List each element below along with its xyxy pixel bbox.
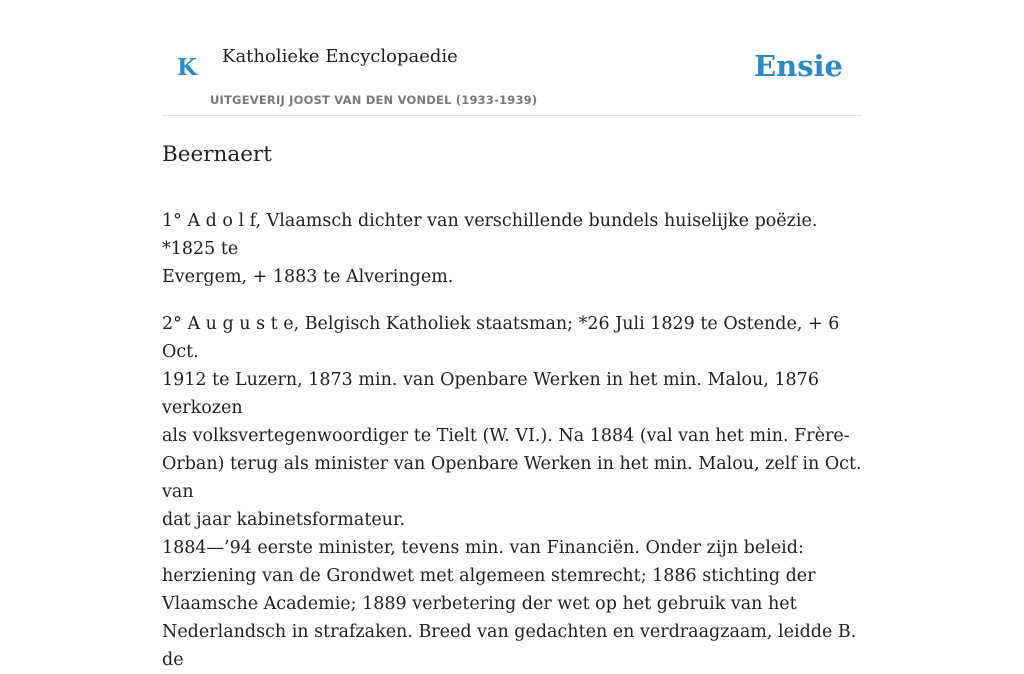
ensie-brand-logo[interactable]: Ensie	[754, 49, 843, 83]
publisher-label: UITGEVERIJ JOOST VAN DEN VONDEL (1933-1939)	[210, 93, 538, 107]
article-title: Beernaert	[162, 142, 272, 167]
article-paragraph-auguste: 2° A u g u s t e, Belgisch Katholiek staatsman; *26 Juli 1829 te Ostende, + 6 Oct. 1912 te Luzern, 1873 min. van Openbare Werken in het min. Malou, 1876 verkozen als volksvertegenwoordiger te Tielt (W. VI.). Na 1884 (val van het min. Frère- Orban) terug als minister van Openbare Werken in het min. Malou, zelf in Oct. van dat jaar kabinetsformateur.	[162, 314, 862, 530]
article-paragraph-adolf: 1° A d o l f, Vlaamsch dichter van verschillende bundels huiselijke poëzie. *1825 te Evergem, + 1883 te Alveringem.	[162, 211, 818, 287]
site-header	[162, 0, 862, 116]
encyclopedia-title-link[interactable]: Katholieke Encyclopaedie	[222, 46, 458, 67]
encyclopedia-logo-icon[interactable]: K	[177, 54, 197, 81]
article-paragraph-cabinet: 1884—’94 eerste minister, tevens min. van Financiën. Onder zijn beleid: herziening van de Grondwet met algemeen stemrecht; 1886 stichting der Vlaamsche Academie; 1889 verbetering der wet op het gebruik van het Nederlandsch in strafzaken. Breed van gedachten en verdraagzaam, leidde B. de	[162, 538, 857, 670]
article-content	[162, 140, 862, 674]
